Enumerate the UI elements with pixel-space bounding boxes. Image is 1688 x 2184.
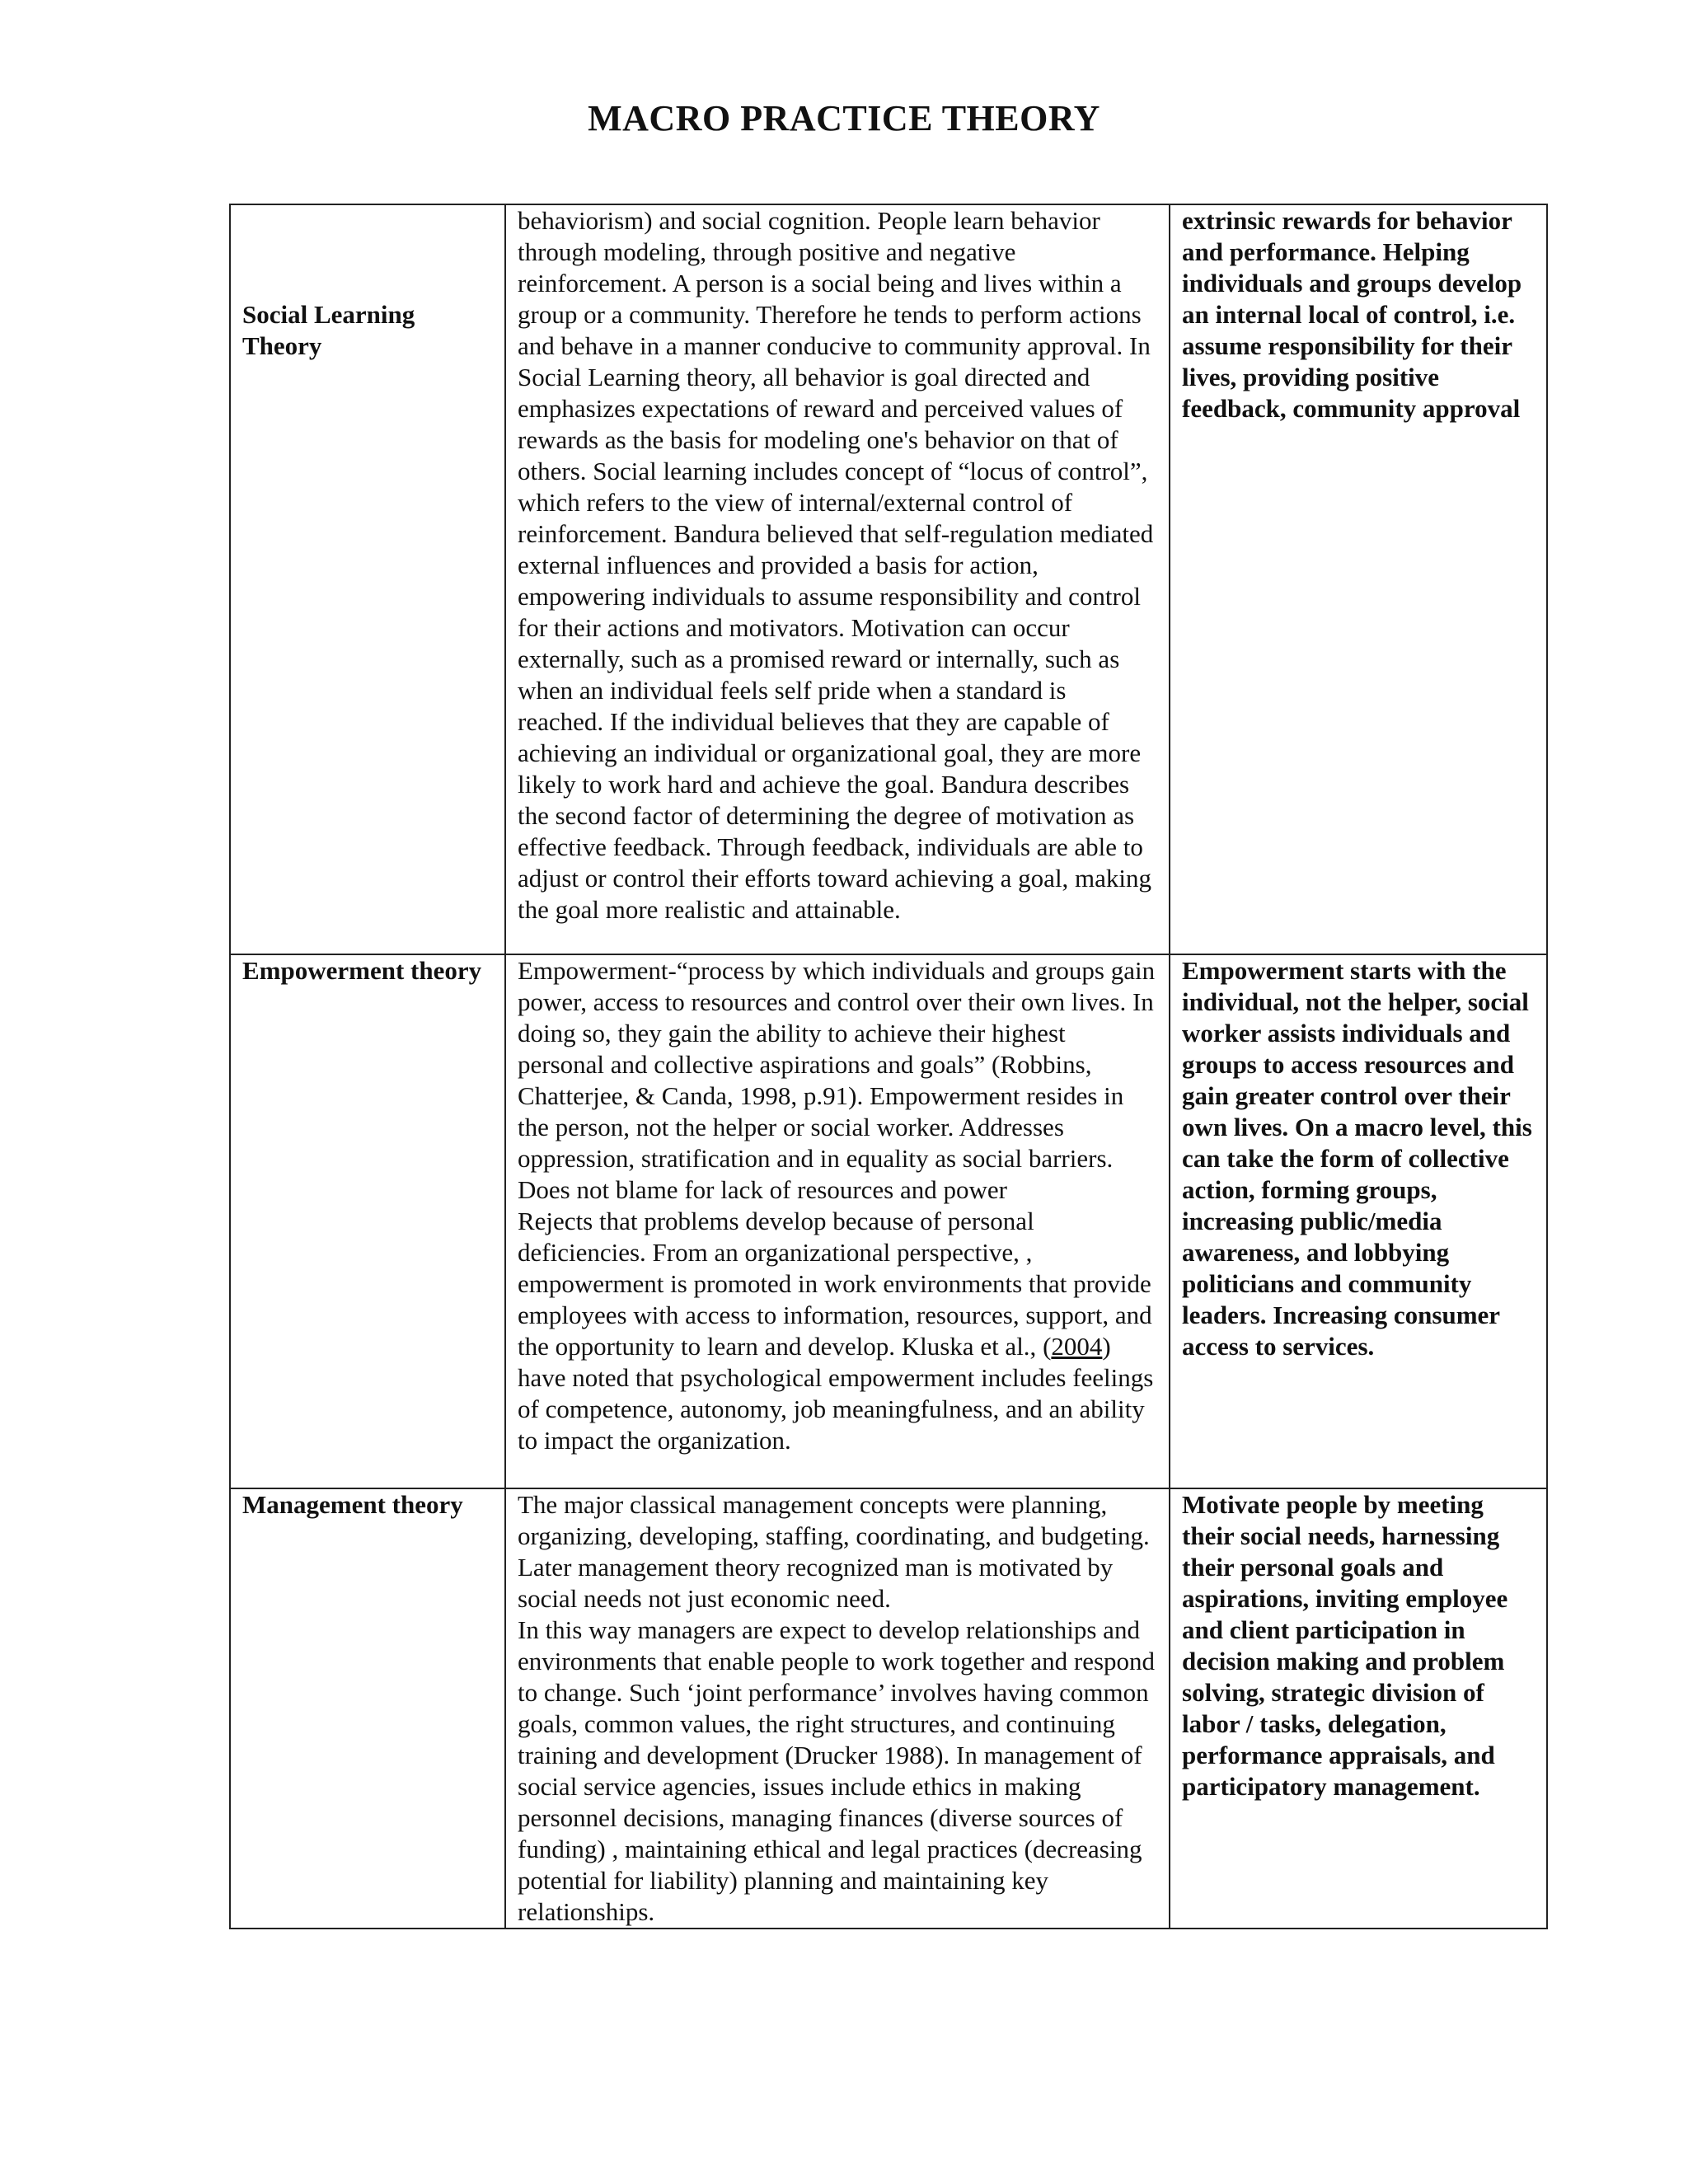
theory-name: Empowerment theory xyxy=(242,956,482,985)
citation-paren: ( xyxy=(1043,1332,1052,1361)
theory-description: Empowerment-“process by which individuals and groups gain power, access to resources and control over their own lives. In doing so, they gain the ability to achieve their highest personal and collective aspirations and goals” (Robbins, Chatterjee, & Canda, 1998, p.91). Empowerment resides in the person, not the helper or social worker. Addresses oppression, stratification and in equality as social barriers. xyxy=(518,956,1156,1173)
theory-description-cell xyxy=(505,954,1170,1488)
table-row xyxy=(230,204,1547,954)
theory-application-cell xyxy=(1170,954,1547,1488)
page-title: MACRO PRACTICE THEORY xyxy=(588,98,1100,138)
theory-description-text: ) have noted that psychological empowerment includes feelings of competence, autonomy, job meaningfulness, and an ability to impact the organization. xyxy=(518,1332,1154,1455)
theory-description xyxy=(518,1206,1157,1456)
theory-description-text: Rejects that problems develop because of personal deficiencies. From an organizational perspective, , empowerment is promoted in work environments that provide employees with access to information, resources, support, and the opportunity to learn and develop. Kluska et al., xyxy=(518,1207,1152,1361)
theory-description: behaviorism) and social cognition. People learn behavior through modeling, through positive and negative reinforcement. A person is a social being and lives within a group or a community. Therefore he tends to perform actions and behave in a manner conducive to community approval. In Social Learning theory, all behavior is goal directed and emphasizes expectations of reward and perceived values of rewards as the basis for modeling one's behavior on that of others. Social learning includes concept of “locus of control”, which refers to the view of internal/external control of reinforcement. Bandura believed that self-regulation mediated external influences and provided a basis for action, empowering individuals to assume responsibility and control for their actions and motivators. Motivation can occur externally, such as a promised reward or internally, such as when an individual feels self pride when a standard is reached. If the individual believes that they are capable of achieving an individual or organizational goal, they are more likely to work hard and achieve the goal. Bandura describes the second factor of determining the degree of motivation as effective feedback. Through feedback, individuals are able to adjust or control their efforts toward achieving a goal, making the goal more realistic and attainable. xyxy=(518,206,1154,924)
theory-description: Does not blame for lack of resources and power xyxy=(518,1175,1007,1204)
theory-description: In this way managers are expect to develop relationships and environments that enable people to work together and respond to change. Such ‘joint performance’ involves having common goals, common values, the right structures, and continuing training and development (Drucker 1988). In management of social service agencies, issues include ethics in making personnel decisions, managing finances (diverse sources of funding) , maintaining ethical and legal practices (decreasing potential for liability) planning and maintaining key relationships. xyxy=(518,1615,1156,1926)
theory-application: Motivate people by meeting their social needs, harnessing their personal goals and aspirations, inviting employee and client participation in decision making and problem solving, strategic division of labor / tasks, delegation, performance appraisals, and participatory management. xyxy=(1182,1490,1508,1801)
table-row xyxy=(230,954,1547,1488)
theory-description-cell xyxy=(505,204,1170,954)
theory-name-cell xyxy=(230,204,505,954)
theory-name-cell xyxy=(230,1488,505,1929)
theory-name-cell xyxy=(230,954,505,1488)
theory-application: Empowerment starts with the individual, not the helper, social worker assists individuals and groups to access resources and gain greater control over their own lives. On a macro level, this can take the form of collective action, forming groups, increasing public/media awareness, and lobbying politicians and community leaders. Increasing consumer access to services. xyxy=(1182,956,1532,1361)
table-row xyxy=(230,1488,1547,1929)
theory-application: extrinsic rewards for behavior and performance. Helping individuals and groups develop an internal local of control, i.e. assume responsibility for their lives, providing positive feedback, community approval xyxy=(1182,206,1522,423)
theory-table xyxy=(229,204,1548,1929)
theory-application-cell xyxy=(1170,204,1547,954)
theory-description-cell xyxy=(505,1488,1170,1929)
theory-name: Social Learning Theory xyxy=(242,300,415,360)
theory-application-cell xyxy=(1170,1488,1547,1929)
theory-name: Management theory xyxy=(242,1490,463,1519)
citation-year-link[interactable]: 2004 xyxy=(1051,1332,1103,1361)
theory-description: The major classical management concepts were planning, organizing, developing, staffing, coordinating, and budgeting. Later management theory recognized man is motivated by social needs not just economic need. xyxy=(518,1490,1150,1613)
